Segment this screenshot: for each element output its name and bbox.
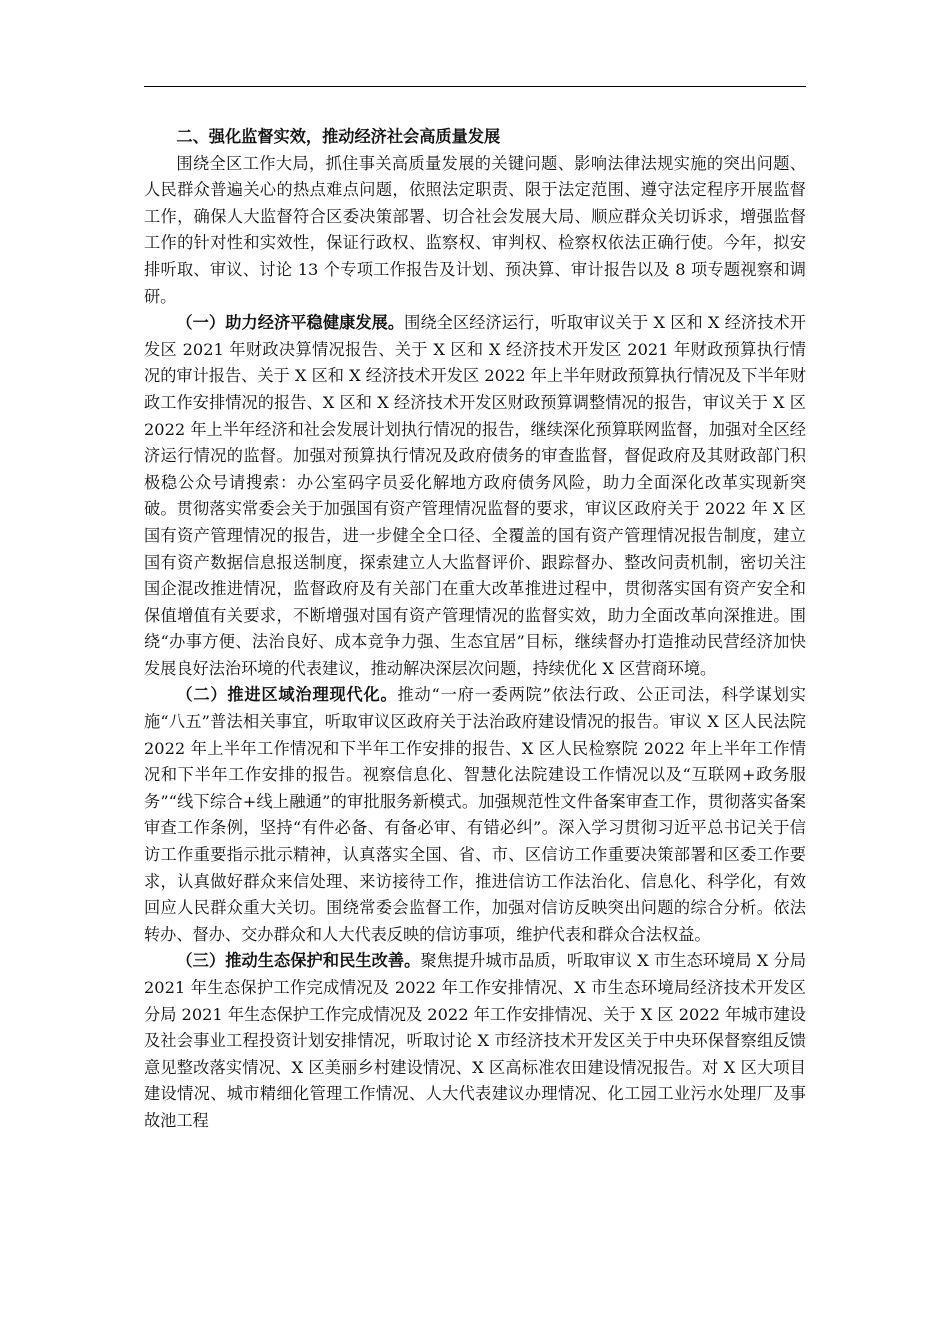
subsection-1-heading: （一）助力经济平稳健康发展。 — [176, 313, 405, 333]
subsection-3-heading: （三）推动生态保护和民生改善。 — [176, 951, 421, 971]
subsection-2-heading: （二）推进区域治理现代化。 — [176, 685, 398, 705]
subsection-1 — [144, 310, 806, 682]
document-body — [144, 124, 806, 1135]
subsection-3-body: 聚焦提升城市品质，听取审议 X 市生态环境局 X 分局 2021 年生态保护工作完成情况及 2022 年工作安排情况、X 市生态环境局经济技术开发区分局 2021 年生态保护工作完成情况及 2022 年工作安排情况、关于 X 区 2022 年城市建设及社会事业工程投资计划安排情况，听取讨论 X 市经济技术开发区关于中央环保督察组反馈意见整改落实情况、X 区美丽乡村建设情况、X 区高标准农田建设情况报告。对 X 区大项目建设情况、城市精细化管理工作情况、人大代表建议办理情况、化工园工业污水处理厂及事故池工程 — [144, 951, 807, 1130]
subsection-2 — [144, 682, 806, 948]
subsection-1-body: 围绕全区经济运行，听取审议关于 X 区和 X 经济技术开发区 2021 年财政决算情况报告、关于 X 区和 X 经济技术开发区 2021 年财政预算执行情况的审计报告、关于 X 区和 X 经济技术开发区 2022 年上半年财政预算执行情况及下半年财政工作安排情况的报告、X 区和 X 经济技术开发区财政预算调整情况的报告，审议关于 X 区 2022 年上半年经济和社会发展计划执行情况的报告，继续深化预算联网监督，加强对全区经济运行情况的监督。加强对预算执行情况及政府债务的审查监督，督促政府及其财政部门积极稳公众号请搜索：办公室码字员妥化解地方政府债务风险，助力全面深化改革实现新突破。贯彻落实常委会关于加强国有资产管理情况监督的要求，审议区政府关于 2022 年 X 区国有资产管理情况的报告，进一步健全全口径、全覆盖的国有资产管理情况报告制度，建立国有资产数据信息报送制度，探索建立人大监督评价、跟踪督办、整改问责机制，密切关注国企混改推进情况，监督政府及有关部门在重大改革推进过程中，贯彻落实国有资产安全和保值增值有关要求，不断增强对国有资产管理情况的监督实效，助力全面改革向深推进。围绕“办事方便、法治良好、成本竞争力强、生态宜居”目标，继续督办打造推动民营经济加快发展良好法治环境的代表建议，推动解决深层次问题，持续优化 X 区营商环境。 — [144, 313, 806, 678]
section-heading — [144, 124, 806, 151]
section-heading-text: 二、强化监督实效，推动经济社会高质量发展 — [176, 127, 501, 146]
intro-paragraph: 围绕全区工作大局，抓住事关高质量发展的关键问题、影响法律法规实施的突出问题、人民群众普遍关心的热点难点问题，依照法定职责、限于法定范围、遵守法定程序开展监督工作，确保人大监督符合区委决策部署、切合社会发展大局、顺应群众关切诉求，增强监督工作的针对性和实效性，保证行政权、监察权、审判权、检察权依法正确行使。今年，拟安排听取、审议、讨论 13 个专项工作报告及计划、预决算、审计报告以及 8 项专题视察和调研。 — [144, 153, 806, 306]
subsection-2-body: 推动“一府一委两院”依法行政、公正司法，科学谋划实施“八五”普法相关事宜，听取审议区政府关于法治政府建设情况的报告。审议 X 区人民法院 2022 年上半年工作情况和下半年工作安排的报告、X 区人民检察院 2022 年上半年工作情况和下半年工作安排的报告。视察信息化、智慧化法院建设工作情况以及“互联网+政务服务”“线下综合+线上融通”的审批服务新模式。加强规范性文件备案审查工作，贯彻落实备案审查工作条例，坚持“有件必备、有备必审、有错必纠”。深入学习贯彻习近平总书记关于信访工作重要指示批示精神，认真落实全国、省、市、区信访工作重要决策部署和区委工作要求，认真做好群众来信处理、来访接待工作，推进信访工作法治化、信息化、科学化，有效回应人民群众重大关切。围绕常委会监督工作，加强对信访反映突出问题的综合分析。依法转办、督办、交办群众和人大代表反映的信访事项，维护代表和群众合法权益。 — [144, 685, 806, 944]
subsection-3 — [144, 948, 806, 1134]
header-rule — [144, 86, 806, 87]
